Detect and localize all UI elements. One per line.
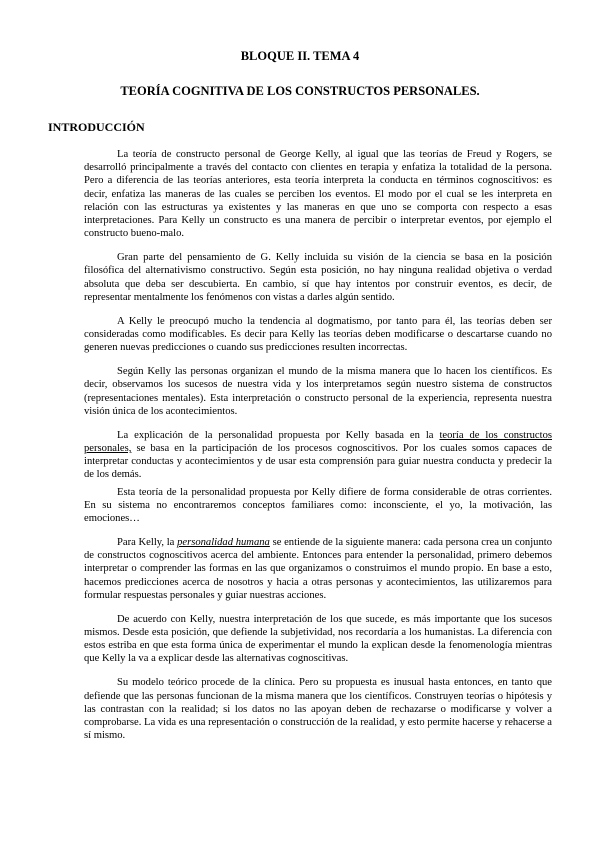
paragraph-5 xyxy=(84,429,552,482)
personalidad-humana-emphasis: personalidad humana xyxy=(177,537,270,549)
paragraph-7-text-start: Para Kelly, la xyxy=(117,537,178,549)
paragraph-9: Su modelo teórico procede de la clínica. Pero su propuesta es inusual hasta entonces, en tanto que defiende que las personas funcionan de la misma manera que los científicos. Construyen teorías o hipótesis y las contrastan con la realidad; si los datos no las apoyan deben de rechazarse o modificarse y volver a comprobarse. La vida es una representación o construcción de la realidad, y esto permite hacerse y rehacerse a sí mismo. xyxy=(84,677,552,742)
paragraph-6: Esta teoría de la personalidad propuesta por Kelly difiere de forma considerable de otras corrientes. En su sistema no encontraremos conceptos familiares como: inconsciente, el yo, la motivación, las emociones… xyxy=(84,486,552,525)
constructos-personales-link[interactable]: teoría de los constructos personales, xyxy=(84,429,552,455)
paragraph-8: De acuerdo con Kelly, nuestra interpretación de los que sucede, es más importante que los sucesos mismos. Desde esta posición, que defiende la subjetividad, nos recordaría a los humanistas. La diferencia con estos estriba en que esta forma única de experimentar el mundo la explican desde la fenomenología mientras que Kelly la va a explicar desde las alternativas cognoscitivas. xyxy=(84,613,552,665)
paragraph-5-text-start: La explicación de la personalidad propuesta por Kelly basada en la xyxy=(117,429,440,441)
paragraph-1: La teoría de constructo personal de George Kelly, al igual que las teorías de Freud y Rogers, se desarrolló principalmente a través del contacto con clientes en terapia y enfatiza la totalidad de la persona. Pero a diferencia de las teorías anteriores, esta teoría interpreta la conducta en términos cognoscitivos: es decir, enfatiza las maneras de las cuales se perciben los eventos. El modo por el cual se les interpreta en relación con las estructuras ya existentes y las maneras en que uno se comporta con respecto a esas interpretaciones. Para Kelly un constructo es una manera de percibir o interpretar eventos, por ejemplo el constructo bueno-malo. xyxy=(84,149,552,240)
paragraph-5-text-end: se basa en la participación de los procesos cognoscitivos. Por los cuales somos capaces de interpretar conductas y acontecimientos y de usar esta comprensión para guiar nuestra conducta y predecir la de los demás. xyxy=(84,443,552,481)
document-title: TEORÍA COGNITIVA DE LOS CONSTRUCTOS PERSONALES. xyxy=(120,84,480,98)
paragraph-7-text-end: se entiende de la siguiente manera: cada persona crea un conjunto de constructos cognoscitivos acerca del ambiente. Entonces para entender la personalidad, primero debemos interpretar o comprender las formas en las que organizamos o construimos el mundo propio. En base a esto, hacemos predicciones acerca de nosotros y hacia a otras personas y acontecimientos, las utilizaremos para formular respuestas personales y guiar nuestras acciones. xyxy=(84,537,552,601)
body-text xyxy=(84,148,552,753)
section-heading-introduccion: INTRODUCCIÓN xyxy=(48,120,145,134)
paragraph-3: A Kelly le preocupó mucho la tendencia al dogmatismo, por tanto para él, las teorías deben ser consideradas como modificables. Es decir para Kelly las teorías deben modificarse o descartarse cuando no generen nuevas predicciones o cuando sus predicciones resulten incorrectas. xyxy=(84,315,552,354)
paragraph-2: Gran parte del pensamiento de G. Kelly incluida su visión de la ciencia se basa en la posición filosófica del alternativismo constructivo. Según esta posición, no hay ninguna realidad objetiva o verdad absoluta que deba ser descubierta. En cambio, sí que hay intentos por construir eventos, es decir, de representar mentalmente los fenómenos con vistas a darles algún sentido. xyxy=(84,252,552,303)
block-title: BLOQUE II. TEMA 4 xyxy=(240,49,360,63)
paragraph-4: Según Kelly las personas organizan el mundo de la misma manera que lo hacen los científicos. Es decir, observamos los sucesos de nuestra vida y los interpretamos según nuestro sistema de constructos (representaciones mentales). Esta interpretación o constructo personal de la experiencia, representa nuestra visión única de los acontecimientos. xyxy=(84,366,552,417)
paragraph-7 xyxy=(84,536,552,602)
